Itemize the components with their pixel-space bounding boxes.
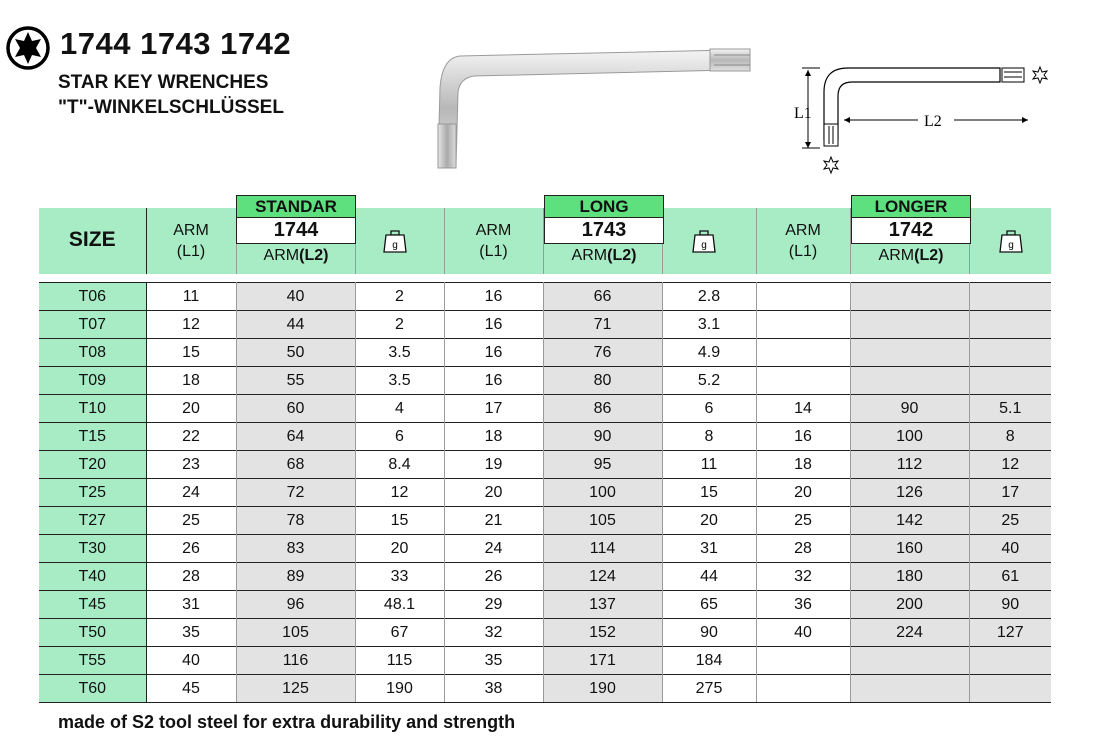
weight-longer bbox=[969, 283, 1051, 311]
arm-l1-longer: 32 bbox=[756, 563, 850, 591]
arm-l2-standard: 125 bbox=[236, 675, 355, 703]
weight-long: 20 bbox=[662, 507, 756, 535]
table-row bbox=[39, 395, 1051, 423]
weight-longer: 90 bbox=[969, 591, 1051, 619]
table-row bbox=[39, 619, 1051, 647]
arm-l2-standard: 78 bbox=[236, 507, 355, 535]
weight-longer: 12 bbox=[969, 451, 1051, 479]
size-cell: T50 bbox=[39, 619, 146, 647]
arm-l1-longer bbox=[756, 647, 850, 675]
code-box-1743: 1743 bbox=[544, 218, 664, 244]
arm-l2-standard: 89 bbox=[236, 563, 355, 591]
weight-standard: 2 bbox=[355, 283, 444, 311]
arm-l2-long: 90 bbox=[543, 423, 662, 451]
weight-long: 11 bbox=[662, 451, 756, 479]
table-row bbox=[39, 563, 1051, 591]
arm-l1-long: 20 bbox=[444, 479, 543, 507]
arm-l2-long: 66 bbox=[543, 283, 662, 311]
arm-l1-long: 18 bbox=[444, 423, 543, 451]
size-cell: T10 bbox=[39, 395, 146, 423]
arm-l2-standard: 105 bbox=[236, 619, 355, 647]
weight-standard: 3.5 bbox=[355, 339, 444, 367]
arm-l2-standard: 72 bbox=[236, 479, 355, 507]
arm-l2-label-longer: ARM(L2) bbox=[878, 247, 944, 264]
weight-long: 44 bbox=[662, 563, 756, 591]
arm-l1-standard: 20 bbox=[146, 395, 236, 423]
arm-l1-standard: 22 bbox=[146, 423, 236, 451]
arm-l1-standard: 23 bbox=[146, 451, 236, 479]
weight-longer bbox=[969, 311, 1051, 339]
arm-l1-standard: 28 bbox=[146, 563, 236, 591]
weight-long: 5.2 bbox=[662, 367, 756, 395]
dimension-diagram bbox=[790, 62, 1060, 182]
arm-l1-header-standard: ARM (L1) bbox=[146, 208, 236, 274]
arm-l1-standard: 25 bbox=[146, 507, 236, 535]
size-cell: T40 bbox=[39, 563, 146, 591]
group-label-standar: STANDAR bbox=[236, 195, 356, 218]
weight-standard: 115 bbox=[355, 647, 444, 675]
size-cell: T30 bbox=[39, 535, 146, 563]
arm-l2-long: 105 bbox=[543, 507, 662, 535]
arm-l1-long: 21 bbox=[444, 507, 543, 535]
table-row bbox=[39, 675, 1051, 703]
arm-l2-long: 100 bbox=[543, 479, 662, 507]
size-cell: T20 bbox=[39, 451, 146, 479]
table-row bbox=[39, 423, 1051, 451]
weight-standard: 4 bbox=[355, 395, 444, 423]
arm-l1-longer bbox=[756, 367, 850, 395]
arm-l2-longer bbox=[850, 675, 969, 703]
size-cell: T55 bbox=[39, 647, 146, 675]
weight-icon bbox=[998, 228, 1024, 254]
weight-icon bbox=[382, 228, 408, 254]
arm-l2-long: 152 bbox=[543, 619, 662, 647]
arm-l2-longer bbox=[850, 647, 969, 675]
arm-l2-long: 76 bbox=[543, 339, 662, 367]
table-row bbox=[39, 451, 1051, 479]
size-cell: T45 bbox=[39, 591, 146, 619]
arm-l1-longer: 25 bbox=[756, 507, 850, 535]
arm-l2-longer: 142 bbox=[850, 507, 969, 535]
arm-l2-standard: 64 bbox=[236, 423, 355, 451]
arm-l2-longer bbox=[850, 339, 969, 367]
arm-l2-label-standard: ARM(L2) bbox=[263, 247, 329, 264]
arm-l1-long: 16 bbox=[444, 311, 543, 339]
arm-l2-longer: 224 bbox=[850, 619, 969, 647]
arm-l1-standard: 12 bbox=[146, 311, 236, 339]
arm-l2-long: 80 bbox=[543, 367, 662, 395]
table-row bbox=[39, 591, 1051, 619]
weight-long: 3.1 bbox=[662, 311, 756, 339]
weight-longer bbox=[969, 339, 1051, 367]
weight-standard: 190 bbox=[355, 675, 444, 703]
l2-dimension-label: L2 bbox=[924, 113, 942, 130]
arm-l2-standard: 116 bbox=[236, 647, 355, 675]
arm-l1-longer: 14 bbox=[756, 395, 850, 423]
table-row bbox=[39, 507, 1051, 535]
arm-l2-standard: 55 bbox=[236, 367, 355, 395]
subtitle-english: STAR KEY WRENCHES bbox=[58, 72, 269, 93]
code-box-1742: 1742 bbox=[851, 218, 971, 244]
arm-l1-longer: 28 bbox=[756, 535, 850, 563]
weight-standard: 20 bbox=[355, 535, 444, 563]
table-row bbox=[39, 647, 1051, 675]
arm-l1-long: 19 bbox=[444, 451, 543, 479]
arm-l2-long: 137 bbox=[543, 591, 662, 619]
subtitle-german: "T"-WINKELSCHLÜSSEL bbox=[58, 97, 284, 118]
size-cell: T25 bbox=[39, 479, 146, 507]
size-column-header: SIZE bbox=[39, 208, 146, 274]
weight-long: 65 bbox=[662, 591, 756, 619]
weight-standard: 3.5 bbox=[355, 367, 444, 395]
weight-longer: 40 bbox=[969, 535, 1051, 563]
arm-l1-standard: 31 bbox=[146, 591, 236, 619]
product-codes: 1744 1743 1742 bbox=[60, 26, 292, 61]
arm-l2-standard: 60 bbox=[236, 395, 355, 423]
arm-l2-long: 114 bbox=[543, 535, 662, 563]
arm-l2-longer: 100 bbox=[850, 423, 969, 451]
arm-l2-longer: 200 bbox=[850, 591, 969, 619]
table-row bbox=[39, 339, 1051, 367]
arm-l2-longer: 180 bbox=[850, 563, 969, 591]
weight-icon bbox=[691, 228, 717, 254]
arm-l2-long: 71 bbox=[543, 311, 662, 339]
arm-l2-long: 171 bbox=[543, 647, 662, 675]
weight-longer bbox=[969, 367, 1051, 395]
arm-l1-longer bbox=[756, 339, 850, 367]
weight-longer: 61 bbox=[969, 563, 1051, 591]
spec-table bbox=[39, 208, 1051, 703]
arm-l1-long: 38 bbox=[444, 675, 543, 703]
weight-long: 2.8 bbox=[662, 283, 756, 311]
weight-standard: 6 bbox=[355, 423, 444, 451]
arm-l1-standard: 11 bbox=[146, 283, 236, 311]
arm-l1-standard: 26 bbox=[146, 535, 236, 563]
svg-text:g: g bbox=[392, 240, 398, 251]
l1-dimension-label: L1 bbox=[794, 105, 812, 122]
arm-l2-long: 95 bbox=[543, 451, 662, 479]
arm-l2-label-long: ARM(L2) bbox=[571, 247, 637, 264]
arm-l1-longer: 20 bbox=[756, 479, 850, 507]
weight-long: 31 bbox=[662, 535, 756, 563]
code-box-1744: 1744 bbox=[236, 218, 356, 244]
arm-l2-long: 190 bbox=[543, 675, 662, 703]
arm-l2-standard: 96 bbox=[236, 591, 355, 619]
arm-l1-standard: 24 bbox=[146, 479, 236, 507]
table-row bbox=[39, 535, 1051, 563]
size-cell: T06 bbox=[39, 283, 146, 311]
arm-l1-long: 24 bbox=[444, 535, 543, 563]
arm-l2-longer: 126 bbox=[850, 479, 969, 507]
size-cell: T09 bbox=[39, 367, 146, 395]
arm-l1-long: 17 bbox=[444, 395, 543, 423]
weight-standard: 8.4 bbox=[355, 451, 444, 479]
arm-l2-standard: 83 bbox=[236, 535, 355, 563]
arm-l1-long: 32 bbox=[444, 619, 543, 647]
arm-l2-standard: 50 bbox=[236, 339, 355, 367]
arm-l1-longer: 18 bbox=[756, 451, 850, 479]
arm-l1-longer bbox=[756, 311, 850, 339]
arm-l2-standard: 40 bbox=[236, 283, 355, 311]
weight-longer: 5.1 bbox=[969, 395, 1051, 423]
table-row bbox=[39, 367, 1051, 395]
arm-l2-longer: 160 bbox=[850, 535, 969, 563]
group-label-long: LONG bbox=[544, 195, 664, 218]
size-cell: T08 bbox=[39, 339, 146, 367]
weight-standard: 15 bbox=[355, 507, 444, 535]
size-cell: T07 bbox=[39, 311, 146, 339]
weight-long: 90 bbox=[662, 619, 756, 647]
arm-l1-long: 16 bbox=[444, 339, 543, 367]
weight-standard: 12 bbox=[355, 479, 444, 507]
table-row bbox=[39, 283, 1051, 311]
arm-l1-standard: 15 bbox=[146, 339, 236, 367]
arm-l1-long: 35 bbox=[444, 647, 543, 675]
torx-star-icon bbox=[6, 26, 50, 70]
weight-long: 15 bbox=[662, 479, 756, 507]
arm-l2-longer: 112 bbox=[850, 451, 969, 479]
arm-l1-standard: 40 bbox=[146, 647, 236, 675]
arm-l1-longer: 36 bbox=[756, 591, 850, 619]
weight-long: 184 bbox=[662, 647, 756, 675]
arm-l1-long: 26 bbox=[444, 563, 543, 591]
svg-text:g: g bbox=[701, 240, 707, 251]
arm-l1-long: 29 bbox=[444, 591, 543, 619]
size-cell: T15 bbox=[39, 423, 146, 451]
weight-standard: 2 bbox=[355, 311, 444, 339]
arm-l1-standard: 45 bbox=[146, 675, 236, 703]
svg-text:g: g bbox=[1008, 240, 1014, 251]
arm-l1-longer: 16 bbox=[756, 423, 850, 451]
arm-l1-header-longer: ARM (L1) bbox=[756, 208, 850, 274]
weight-long: 8 bbox=[662, 423, 756, 451]
arm-l1-standard: 18 bbox=[146, 367, 236, 395]
footer-note: made of S2 tool steel for extra durability and strength bbox=[58, 712, 516, 732]
arm-l1-longer: 40 bbox=[756, 619, 850, 647]
weight-standard: 67 bbox=[355, 619, 444, 647]
arm-l2-standard: 68 bbox=[236, 451, 355, 479]
arm-l2-standard: 44 bbox=[236, 311, 355, 339]
arm-l1-long: 16 bbox=[444, 283, 543, 311]
table-row bbox=[39, 311, 1051, 339]
group-label-longer: LONGER bbox=[851, 195, 971, 218]
arm-l2-longer: 90 bbox=[850, 395, 969, 423]
weight-longer bbox=[969, 675, 1051, 703]
weight-longer bbox=[969, 647, 1051, 675]
arm-l1-standard: 35 bbox=[146, 619, 236, 647]
arm-l2-longer bbox=[850, 283, 969, 311]
weight-longer: 25 bbox=[969, 507, 1051, 535]
wrench-photo bbox=[430, 40, 760, 175]
arm-l1-header-long: ARM (L1) bbox=[444, 208, 543, 274]
weight-standard: 48.1 bbox=[355, 591, 444, 619]
table-row bbox=[39, 479, 1051, 507]
weight-long: 4.9 bbox=[662, 339, 756, 367]
weight-long: 6 bbox=[662, 395, 756, 423]
weight-standard: 33 bbox=[355, 563, 444, 591]
arm-l2-long: 124 bbox=[543, 563, 662, 591]
arm-l1-longer bbox=[756, 675, 850, 703]
size-cell: T27 bbox=[39, 507, 146, 535]
weight-longer: 8 bbox=[969, 423, 1051, 451]
weight-long: 275 bbox=[662, 675, 756, 703]
weight-longer: 17 bbox=[969, 479, 1051, 507]
arm-l2-long: 86 bbox=[543, 395, 662, 423]
arm-l2-longer bbox=[850, 311, 969, 339]
size-cell: T60 bbox=[39, 675, 146, 703]
arm-l1-longer bbox=[756, 283, 850, 311]
arm-l2-longer bbox=[850, 367, 969, 395]
arm-l1-long: 16 bbox=[444, 367, 543, 395]
weight-longer: 127 bbox=[969, 619, 1051, 647]
